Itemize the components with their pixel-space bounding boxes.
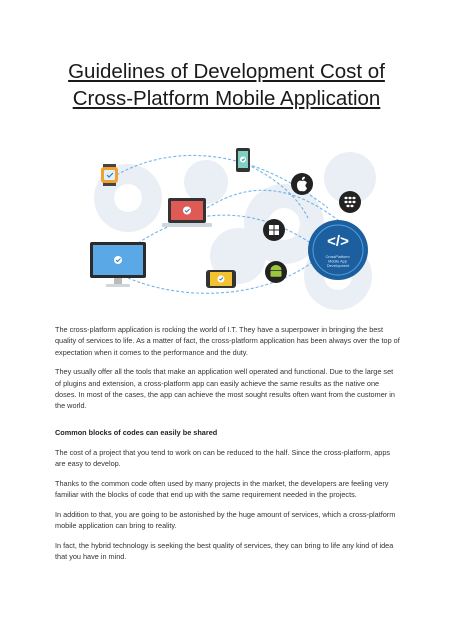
monitor-icon bbox=[90, 242, 146, 287]
code-icon: </> bbox=[327, 233, 349, 250]
paragraph: Thanks to the common code often used by many projects in the market, the developers are feeling very familiar with the blocks of code that end up with the same requirement needed in the projects. bbox=[55, 478, 389, 500]
blackberry-icon bbox=[339, 191, 361, 213]
android-icon bbox=[265, 261, 287, 283]
phone-icon bbox=[236, 148, 250, 172]
hero-illustration bbox=[88, 138, 400, 310]
watch-icon bbox=[101, 164, 118, 186]
tablet-icon bbox=[206, 270, 236, 288]
laptop-icon bbox=[162, 198, 212, 227]
document-body bbox=[55, 324, 400, 571]
section-heading: Common blocks of codes can easily be shared bbox=[55, 427, 218, 437]
badge-text-line1: CrossPlatform bbox=[325, 255, 350, 259]
paragraph: The cross-platform application is rocking the world of I.T. They have a superpower in bringing the best quality of services to life. As a matter of fact, the cross-platform application has been always over the top of expectation when it comes to the performance and the duty. bbox=[55, 325, 400, 357]
apple-icon bbox=[291, 173, 313, 195]
page-title: Guidelines of Development Cost of Cross-Platform Mobile Application bbox=[68, 60, 385, 110]
cross-platform-badge bbox=[308, 220, 368, 280]
paragraph: They usually offer all the tools that make an application well operated and functional. Due to the large set of plugins and extension, a cross-platform app can easily achieve the same results as the native one doses. In most of the cases, the app can achieve the most sought results often want from the customer in the world. bbox=[55, 367, 395, 411]
badge-text-line2: Mobile App bbox=[328, 259, 347, 264]
badge-text-line3: Development bbox=[326, 264, 350, 268]
paragraph: The cost of a project that you tend to work on can be reduced to the half. Since the cross-platform, apps are easy to develop. bbox=[55, 447, 391, 468]
badge-text bbox=[325, 255, 350, 268]
paragraph: In addition to that, you are going to be astonished by the huge amount of services, which a cross-platform mobile application can bring to reality. bbox=[55, 509, 396, 531]
paragraph: In fact, the hybrid technology is seeking the best quality of services, they can bring to life any kind of idea that you have in mind. bbox=[55, 541, 394, 562]
windows-icon bbox=[263, 219, 285, 241]
